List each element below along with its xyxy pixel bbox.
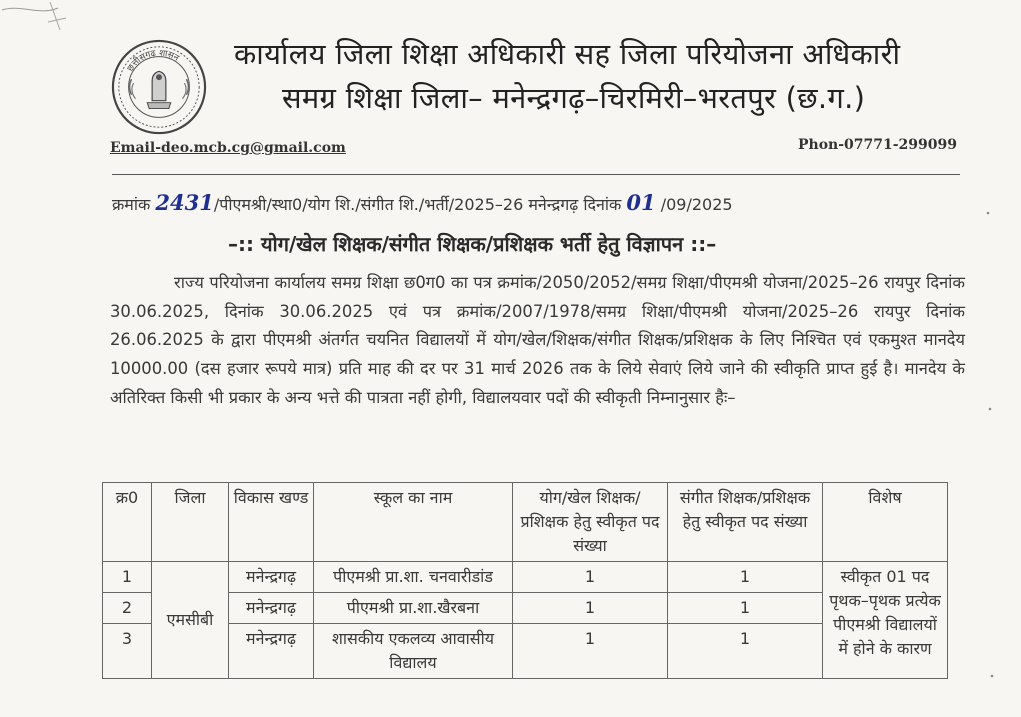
table-row <box>103 593 948 624</box>
row-block: मनेन्द्रगढ़ <box>229 562 314 593</box>
government-seal-emblem <box>110 38 208 136</box>
row-music-count: 1 <box>668 624 823 679</box>
reference-prefix: क्रमांक <box>112 195 151 214</box>
row-serial: 3 <box>103 624 152 679</box>
district-cell: एमसीबी <box>152 562 229 679</box>
office-title: कार्यालय जिला शिक्षा अधिकारी सह जिला परियोजना अधिकारी <box>234 37 901 71</box>
office-subtitle: समग्र शिक्षा जिला– मनेन्द्रगढ़–चिरमिरी–भरतपुर (छ.ग.) <box>282 81 866 115</box>
row-school: शासकीय एकलव्य आवासीय विद्यालय <box>314 624 513 679</box>
row-school: पीएमश्री प्रा.शा.खैरबना <box>314 593 513 624</box>
header-district: जिला <box>152 483 229 562</box>
remarks-cell: स्वीकृत 01 पद पृथक–पृथक प्रत्येक पीएमश्री विद्यालयों में होने के कारण <box>823 562 948 679</box>
table-row <box>103 562 948 593</box>
table-header-row <box>103 483 948 562</box>
email-address[interactable]: Email-deo.mcb.cg@gmail.com <box>110 140 346 156</box>
row-block: मनेन्द्रगढ़ <box>229 624 314 679</box>
header-block: विकास खण्ड <box>229 483 314 562</box>
seal-text: छत्तीसगढ़ शासन <box>125 48 181 74</box>
row-yoga-count: 1 <box>513 593 668 624</box>
header-yoga-posts: योग/खेल शिक्षक/प्रशिक्षक हेतु स्वीकृत पद संख्या <box>513 483 668 562</box>
header-serial: क्र0 <box>103 483 152 562</box>
row-music-count: 1 <box>668 593 823 624</box>
row-yoga-count: 1 <box>513 624 668 679</box>
notice-body-paragraph: राज्य परियोजना कार्यालय समग्र शिक्षा छ0ग0 का पत्र क्रमांक/2050/2052/समग्र शिक्षा/पीएमश्री योजना/2025–26 रायपुर दिनांक 30.06.2025, दिनांक 30.06.2025 एवं पत्र क्रमांक/2007/1978/समग्र शिक्षा/पीएमश्री योजना/2025–26 रायपुर दिनांक 26.06.2025 के द्वारा पीएमश्री अंतर्गत चयनित विद्यालयों में योग/खेल/शिक्षक/संगीत शिक्षक/प्रशिक्षक के लिए निश्चित एवं एकमुश्त मानदेय 10000.00 (दस हजार रूपये मात्र) प्रति माह की दर पर 31 मार्च 2026 तक के लिये सेवाएं लिये जाने की स्वीकृति प्राप्त हुई है। मानदेय के अतिरिक्त किसी भी प्रकार के अन्य भत्ते की पात्रता नहीं होगी, विद्यालयवार पदों की स्वीकृती निम्नानुसार हैः– <box>110 273 965 407</box>
handwritten-date-day: 01 <box>626 190 656 215</box>
phone-number: Phon-07771-299099 <box>798 137 957 153</box>
reference-line <box>112 190 962 215</box>
header-remarks: विशेष <box>823 483 948 562</box>
row-serial: 2 <box>103 593 152 624</box>
header-divider <box>112 174 960 175</box>
reference-path: /पीएमश्री/स्था0/योग शि./संगीत शि./भर्ती/2025–26 मनेन्द्रगढ़ दिनांक <box>213 195 622 214</box>
header-school-name: स्कूल का नाम <box>314 483 513 562</box>
reference-month-year: /09/2025 <box>660 195 733 214</box>
handwritten-reference-number: 2431 <box>155 190 214 215</box>
row-block: मनेन्द्रगढ़ <box>229 593 314 624</box>
row-school: पीएमश्री प्रा.शा. चनवारीडांड <box>314 562 513 593</box>
svg-text:छत्तीसगढ़ शासन <box>126 48 182 73</box>
row-yoga-count: 1 <box>513 562 668 593</box>
row-serial: 1 <box>103 562 152 593</box>
header-music-posts: संगीत शिक्षक/प्रशिक्षक हेतु स्वीकृत पद संख्या <box>668 483 823 562</box>
post-sanction-table <box>102 482 948 679</box>
row-music-count: 1 <box>668 562 823 593</box>
notice-subject: –:: योग/खेल शिक्षक/संगीत शिक्षक/प्रशिक्षक भर्ती हेतु विज्ञापन ::– <box>228 232 717 256</box>
table-row <box>103 624 948 679</box>
